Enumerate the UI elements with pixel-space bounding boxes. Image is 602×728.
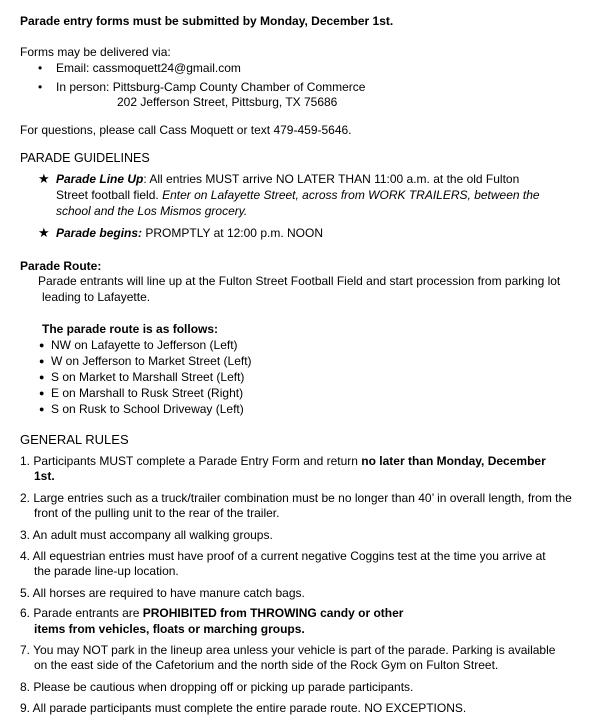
route-step: S on Market to Marshall Street (Left) <box>51 370 245 384</box>
rule-8: 8. Please be cautious when dropping off or picking up parade participants. <box>20 680 414 694</box>
bullet-icon: ● <box>39 388 45 398</box>
bullet-icon: ● <box>39 404 45 414</box>
star-icon: ★ <box>38 225 50 240</box>
route-description-2: leading to Lafayette. <box>42 290 151 304</box>
rule-2: 2. Large entries such as a truck/trailer combination must be no longer than 40’ in overall length, from the <box>20 491 572 505</box>
rule-1-text: 1. Participants MUST complete a Parade Entry Form and return <box>20 454 358 468</box>
rule-3: 3. An adult must accompany all walking groups. <box>20 528 273 542</box>
bullet-icon: ● <box>39 372 45 382</box>
delivery-intro: Forms may be delivered via: <box>20 45 171 59</box>
rule-6 <box>20 605 403 621</box>
route-heading: Parade Route: <box>20 259 102 273</box>
route-step: S on Rusk to School Driveway (Left) <box>51 402 244 416</box>
route-step: W on Jefferson to Market Street (Left) <box>51 354 252 368</box>
rule-7-continued: on the east side of the Cafetorium and the north side of the Rock Gym on Fulton Street. <box>34 658 499 672</box>
lineup-text: : All entries MUST arrive NO LATER THAN 11:00 a.m. at the old Fulton <box>143 172 520 186</box>
rule-1-deadline: no later than Monday, December <box>361 454 546 468</box>
delivery-address: 202 Jefferson Street, Pittsburg, TX 75686 <box>117 95 338 109</box>
rule-6-continued: items from vehicles, floats or marching groups. <box>34 622 305 636</box>
rule-2-continued: front of the pulling unit to the rear of the trailer. <box>34 506 280 520</box>
rule-7: 7. You may NOT park in the lineup area unless your vehicle is part of the parade. Parking is available <box>20 643 556 657</box>
route-step: NW on Lafayette to Jefferson (Left) <box>51 338 238 352</box>
rule-6-text: 6. Parade entrants are <box>20 606 140 620</box>
route-list-heading: The parade route is as follows: <box>42 322 219 336</box>
bullet-icon: ● <box>39 340 45 350</box>
begins-line <box>56 225 323 241</box>
lineup-directions: Enter on Lafayette Street, across from WORK TRAILERS, between the <box>162 188 540 202</box>
lineup-line-2 <box>56 187 540 203</box>
lineup-location: Street football field. <box>56 188 159 202</box>
star-icon: ★ <box>38 171 50 186</box>
bullet-icon: ● <box>39 356 45 366</box>
lineup-line-3: school and the Los Mismos grocery. <box>56 204 248 218</box>
rule-1-continued: 1st. <box>34 469 55 483</box>
bullet-icon: • <box>38 61 43 75</box>
rule-9: 9. All parade participants must complete the entire parade route. NO EXCEPTIONS. <box>20 701 467 715</box>
route-step: E on Marshall to Rusk Street (Right) <box>51 386 244 400</box>
lineup-label: Parade Line Up <box>56 172 144 186</box>
rules-heading: GENERAL RULES <box>20 432 129 447</box>
begins-label: Parade begins: <box>56 226 143 240</box>
delivery-email: Email: cassmoquett24@gmail.com <box>56 61 241 75</box>
bullet-icon: • <box>38 80 43 94</box>
deadline-notice: Parade entry forms must be submitted by Monday, December 1st. <box>20 14 394 28</box>
rule-1 <box>20 453 546 469</box>
questions-contact: For questions, please call Cass Moquett or text 479-459-5646. <box>20 123 352 137</box>
route-description-1: Parade entrants will line up at the Fulton Street Football Field and start procession from parking lot <box>38 274 561 288</box>
rule-4-continued: the parade line-up location. <box>34 564 179 578</box>
rule-4: 4. All equestrian entries must have proof of a current negative Coggins test at the time you arrive at <box>20 549 546 563</box>
delivery-in-person: In person: Pittsburg-Camp County Chamber of Commerce <box>56 80 366 94</box>
guidelines-heading: PARADE GUIDELINES <box>20 151 150 165</box>
rule-6-prohibited: PROHIBITED from THROWING candy or other <box>142 606 404 620</box>
rule-5: 5. All horses are required to have manure catch bags. <box>20 586 305 600</box>
lineup-line-1 <box>56 171 519 187</box>
begins-text: PROMPTLY at 12:00 p.m. NOON <box>145 226 323 240</box>
